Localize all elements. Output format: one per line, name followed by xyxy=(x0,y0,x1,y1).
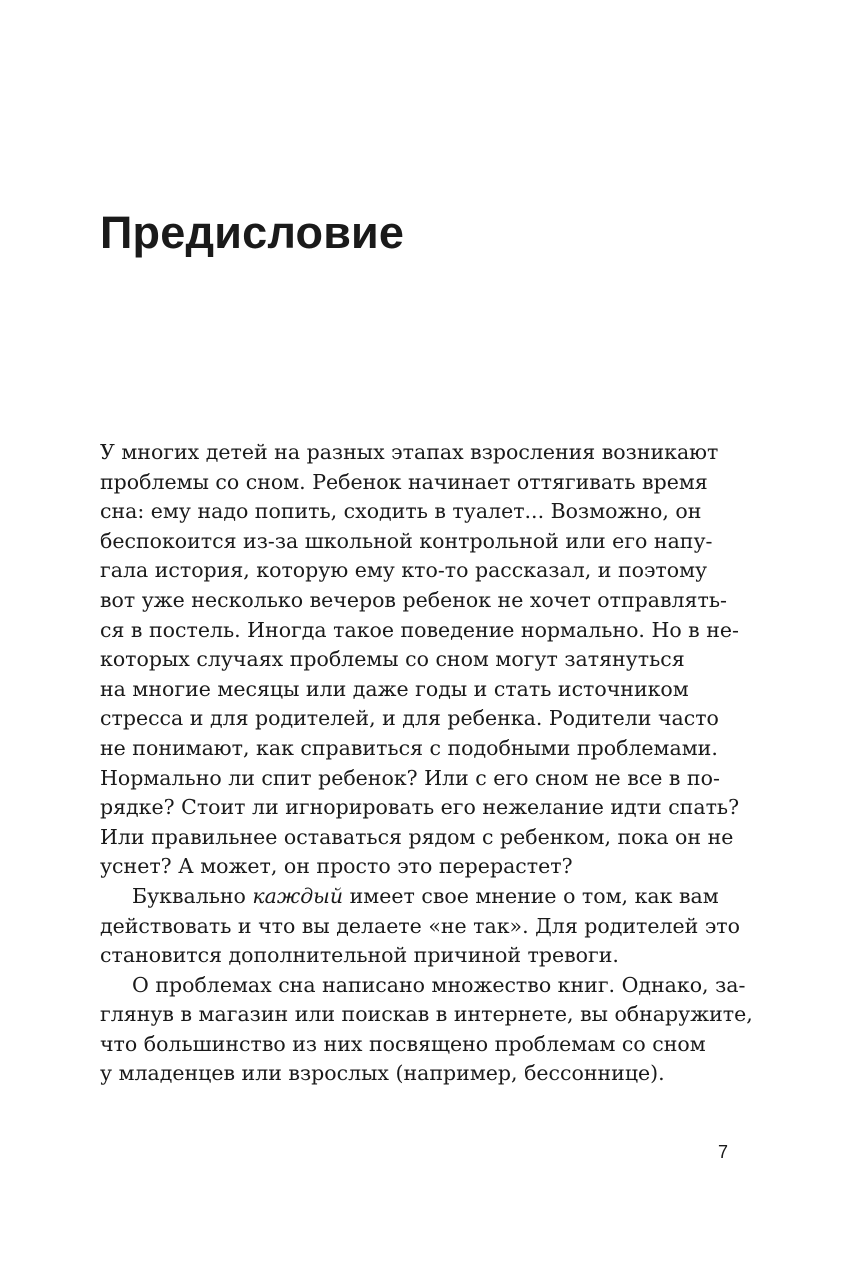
page-number: 7 xyxy=(718,1142,729,1162)
text-line: вот уже несколько вечеров ребенок не хочет отправлять- xyxy=(100,587,727,612)
text-line: сна: ему надо попить, сходить в туалет... Возможно, он xyxy=(100,499,702,524)
text-segment: Буквально xyxy=(132,883,253,908)
emphasis-word: каждый xyxy=(252,883,344,908)
text-line: ся в постель. Иногда такое поведение нормально. Но в не- xyxy=(100,617,739,642)
paragraph-1 xyxy=(100,438,740,882)
text-line: гала история, которую ему кто-то рассказал, и поэтому xyxy=(100,558,708,583)
text-line: на многие месяцы или даже годы и стать источником xyxy=(100,676,689,701)
text-line: беспокоится из-за школьной контрольной или его напу- xyxy=(100,528,713,553)
text-line: стресса и для родителей, и для ребенка. Родители часто xyxy=(100,706,719,731)
text-line: у младенцев или взрослых (например, бессоннице). xyxy=(100,1061,665,1086)
text-line: действовать и что вы делаете «не так». Для родителей это xyxy=(100,913,740,938)
text-line: Или правильнее оставаться рядом с ребенком, пока он не xyxy=(100,824,734,849)
paragraph-2 xyxy=(100,882,740,971)
text-line: О проблемах сна написано множество книг. Однако, за- xyxy=(132,972,746,997)
chapter-title: Предисловие xyxy=(100,207,405,258)
paragraph-3 xyxy=(100,971,753,1089)
text-line: которых случаях проблемы со сном могут затянуться xyxy=(100,647,685,672)
text-line: У многих детей на разных этапах взросления возникают xyxy=(100,440,719,464)
text-segment: имеет свое мнение о том, как вам xyxy=(343,883,719,908)
text-line: уснет? А может, он просто это перерастет? xyxy=(100,854,573,879)
text-line: что большинство из них посвящено проблемам со сном xyxy=(100,1031,706,1056)
body-text xyxy=(100,438,753,1089)
text-line xyxy=(100,882,719,912)
text-line: становится дополнительной причиной тревоги. xyxy=(100,943,619,968)
text-line: проблемы со сном. Ребенок начинает оттягивать время xyxy=(100,469,708,494)
text-line: глянув в магазин или поискав в интернете, вы обнаружите, xyxy=(100,1002,753,1027)
text-line: Нормально ли спит ребенок? Или с его сном не все в по- xyxy=(100,765,720,790)
text-line: рядке? Стоит ли игнорировать его нежелание идти спать? xyxy=(100,795,740,820)
text-line: не понимают, как справиться с подобными проблемами. xyxy=(100,735,718,760)
